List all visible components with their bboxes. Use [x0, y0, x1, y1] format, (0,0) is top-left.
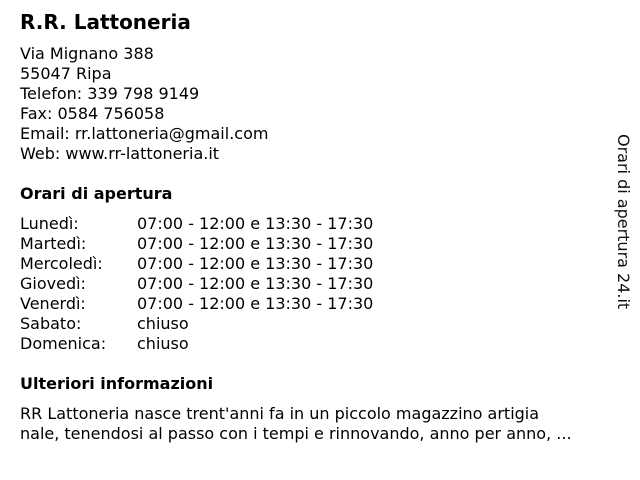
- info-line: RR Lattoneria nasce trent'anni fa in un piccolo magazzino artigia: [20, 404, 540, 423]
- hours-day: Mercoledì:: [20, 254, 103, 273]
- hours-time: 07:00 - 12:00 e 13:30 - 17:30: [137, 294, 374, 313]
- fax-line: Fax: 0584 756058: [20, 104, 165, 123]
- hours-day: Domenica:: [20, 334, 107, 353]
- hours-time: chiuso: [137, 334, 189, 353]
- web-line: Web: www.rr-lattoneria.it: [20, 144, 220, 163]
- hours-time: chiuso: [137, 314, 189, 333]
- business-name: R.R. Lattoneria: [20, 10, 191, 34]
- hours-day: Martedì:: [20, 234, 87, 253]
- contact-block: [20, 44, 268, 164]
- hours-day: Venerdì:: [20, 294, 86, 313]
- further-info-text: [20, 404, 625, 444]
- hours-time: 07:00 - 12:00 e 13:30 - 17:30: [137, 214, 374, 233]
- site-watermark: [612, 134, 634, 309]
- opening-hours-heading: Orari di apertura: [20, 184, 173, 203]
- hours-day: Lunedì:: [20, 214, 79, 233]
- hours-day: Giovedì:: [20, 274, 86, 293]
- hours-time: 07:00 - 12:00 e 13:30 - 17:30: [137, 234, 374, 253]
- hours-time: 07:00 - 12:00 e 13:30 - 17:30: [137, 254, 374, 273]
- hours-day: Sabato:: [20, 314, 82, 333]
- hours-time: 07:00 - 12:00 e 13:30 - 17:30: [137, 274, 374, 293]
- watermark-text: Orari di apertura 24.it: [614, 134, 633, 310]
- address-street: Via Mignano 388: [20, 44, 154, 63]
- phone-line: Telefon: 339 798 9149: [20, 84, 200, 103]
- further-info-heading: Ulteriori informazioni: [20, 374, 214, 393]
- email-line: Email: rr.lattoneria@gmail.com: [20, 124, 269, 143]
- info-line: nale, tenendosi al passo con i tempi e rinnovando, anno per anno, ...: [20, 424, 572, 443]
- address-city: 55047 Ripa: [20, 64, 112, 83]
